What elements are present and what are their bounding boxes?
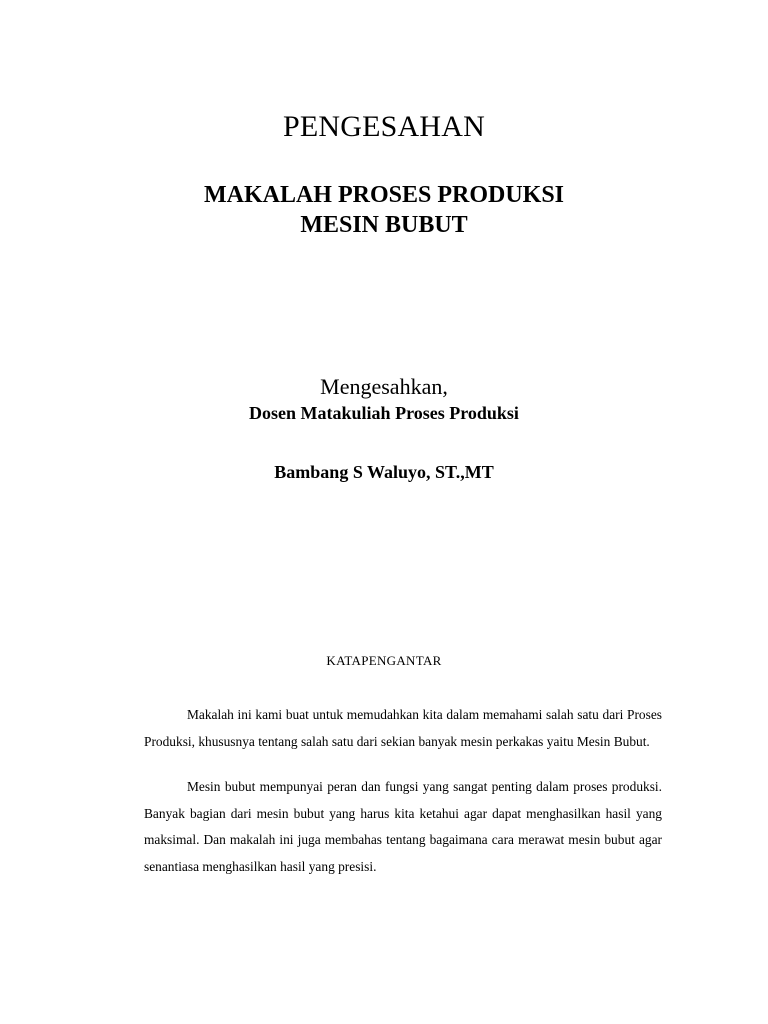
foreword-paragraph-2: Mesin bubut mempunyai peran dan fungsi yang sangat penting dalam proses produksi. Banyak bagian dari mesin bubut yang harus kita ketahui agar dapat menghasilkan hasil yang maksimal. Dan makalah ini juga membahas tentang bagaimana cara merawat mesin bubut agar senantiasa menghasilkan hasil yang presisi.	[144, 779, 662, 874]
lecturer-role: Dosen Matakuliah Proses Produksi	[249, 403, 519, 423]
document-subtitle-line-1: MAKALAH PROSES PRODUKSI	[203, 182, 565, 208]
page-title: PENGESAHAN	[282, 110, 485, 143]
foreword-paragraph-1: Makalah ini kami buat untuk memudahkan kita dalam memahami salah satu dari Proses Produksi, khususnya tentang salah satu dari sekian banyak mesin perkakas yaitu Mesin Bubut.	[144, 707, 662, 749]
foreword-title: KATAPENGANTAR	[326, 653, 442, 668]
document-subtitle-line-2: MESIN BUBUT	[300, 212, 468, 238]
lecturer-name: Bambang S Waluyo, ST.,MT	[274, 462, 494, 482]
approval-label: Mengesahkan,	[320, 374, 448, 399]
